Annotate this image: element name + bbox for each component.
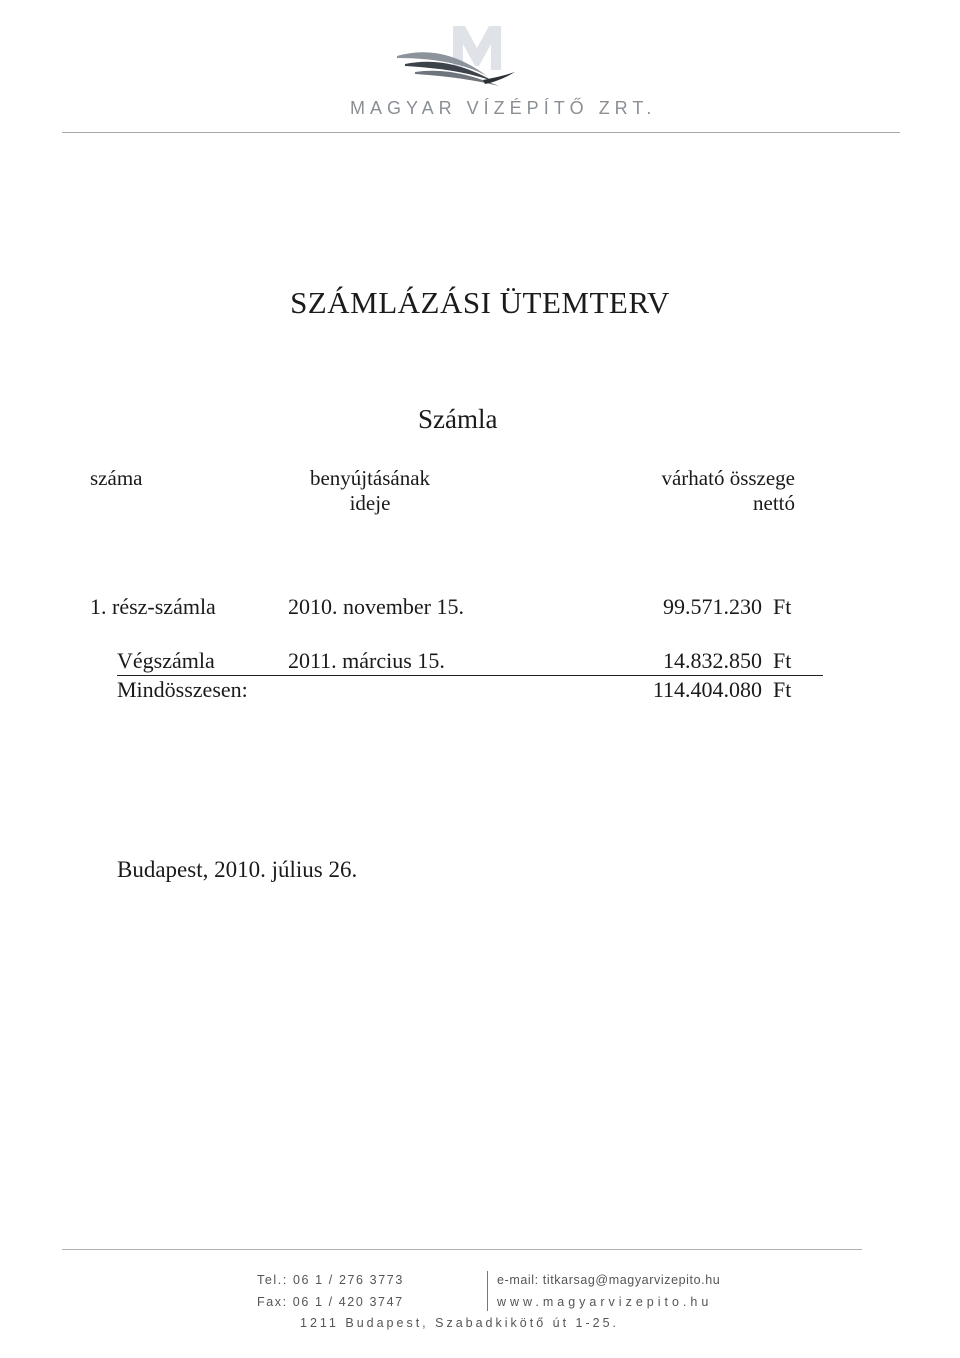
footer-email: e-mail: titkarsag@magyarvizepito.hu bbox=[497, 1273, 721, 1287]
column-header-submission-line1: benyújtásának bbox=[309, 466, 431, 490]
footer-tel: Tel.: 06 1 / 276 3773 bbox=[257, 1273, 404, 1287]
row-2-amount: 14.832.850 bbox=[663, 648, 762, 673]
header-divider bbox=[62, 132, 900, 133]
column-header-amount-line2: nettó bbox=[753, 491, 795, 515]
total-amount: 114.404.080 bbox=[652, 677, 762, 702]
row-1-amount: 99.571.230 bbox=[663, 594, 762, 619]
column-header-amount bbox=[600, 466, 795, 516]
footer-website: www.magyarvizepito.hu bbox=[497, 1295, 713, 1309]
total-currency: Ft bbox=[773, 677, 792, 702]
footer-separator bbox=[487, 1271, 488, 1311]
column-header-submission-line2: ideje bbox=[349, 491, 391, 515]
place-and-date: Budapest, 2010. július 26. bbox=[117, 857, 358, 882]
company-wave-logo-icon bbox=[395, 18, 525, 88]
company-name: MAGYAR VÍZÉPÍTŐ ZRT. bbox=[350, 98, 657, 118]
footer-divider bbox=[62, 1249, 862, 1250]
row-2-currency: Ft bbox=[773, 648, 792, 673]
column-header-amount-line1: várható összege bbox=[661, 466, 795, 490]
total-label: Mindösszesen: bbox=[117, 677, 248, 702]
total-divider bbox=[117, 675, 823, 676]
row-1-name: 1. rész-számla bbox=[90, 594, 216, 619]
column-header-submission bbox=[285, 466, 455, 516]
row-2-date: 2011. március 15. bbox=[288, 648, 445, 673]
row-1-currency: Ft bbox=[773, 594, 792, 619]
row-1-date: 2010. november 15. bbox=[288, 594, 464, 619]
footer-address: 1211 Budapest, Szabadkikötő út 1-25. bbox=[300, 1316, 620, 1330]
document-title: SZÁMLÁZÁSI ÜTEMTERV bbox=[290, 285, 670, 320]
column-header-number: száma bbox=[90, 466, 143, 490]
table-group-header: Számla bbox=[418, 404, 498, 434]
footer-fax: Fax: 06 1 / 420 3747 bbox=[257, 1295, 404, 1309]
row-2-name: Végszámla bbox=[117, 648, 215, 673]
